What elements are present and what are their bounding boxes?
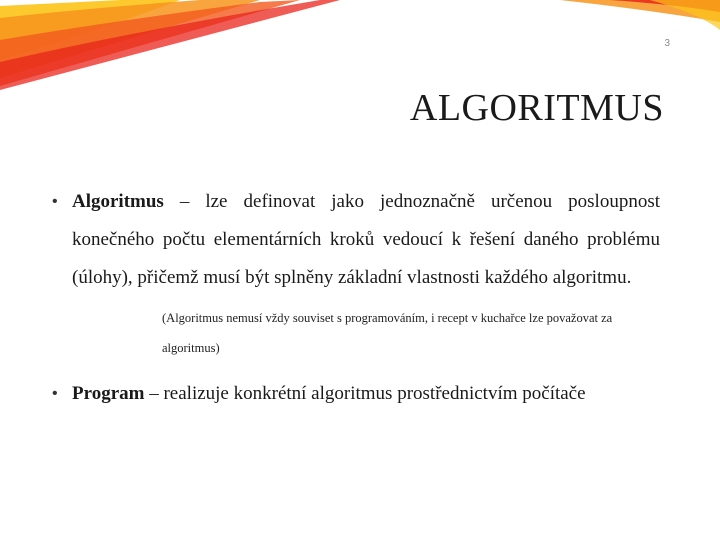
bullet-icon: •: [52, 385, 58, 402]
term-algoritmus: Algoritmus: [72, 191, 164, 212]
note-text: (Algoritmus nemusí vždy souviset s programováním, i recept v kuchařce lze považovat za algoritmus): [162, 311, 613, 355]
slide-title: ALGORITMUS: [409, 87, 664, 129]
page-number: 3: [664, 38, 670, 49]
definition-program: – realizuje konkrétní algoritmus prostřednictvím počítače: [144, 383, 586, 404]
bullet-icon: •: [52, 193, 58, 210]
bullet-algoritmus: [52, 183, 660, 297]
term-program: Program: [72, 383, 145, 404]
slide-content: [52, 183, 660, 413]
decorative-swoosh-graphic: [0, 0, 720, 90]
definition-algoritmus: – lze definovat jako jednoznačně určenou posloupnost konečného počtu elementárních kroků vedoucí k řešení daného problému (úlohy), přičemž musí být splněny základní vlastnosti každého algoritmu.: [72, 191, 660, 288]
bullet-program: [52, 375, 660, 413]
